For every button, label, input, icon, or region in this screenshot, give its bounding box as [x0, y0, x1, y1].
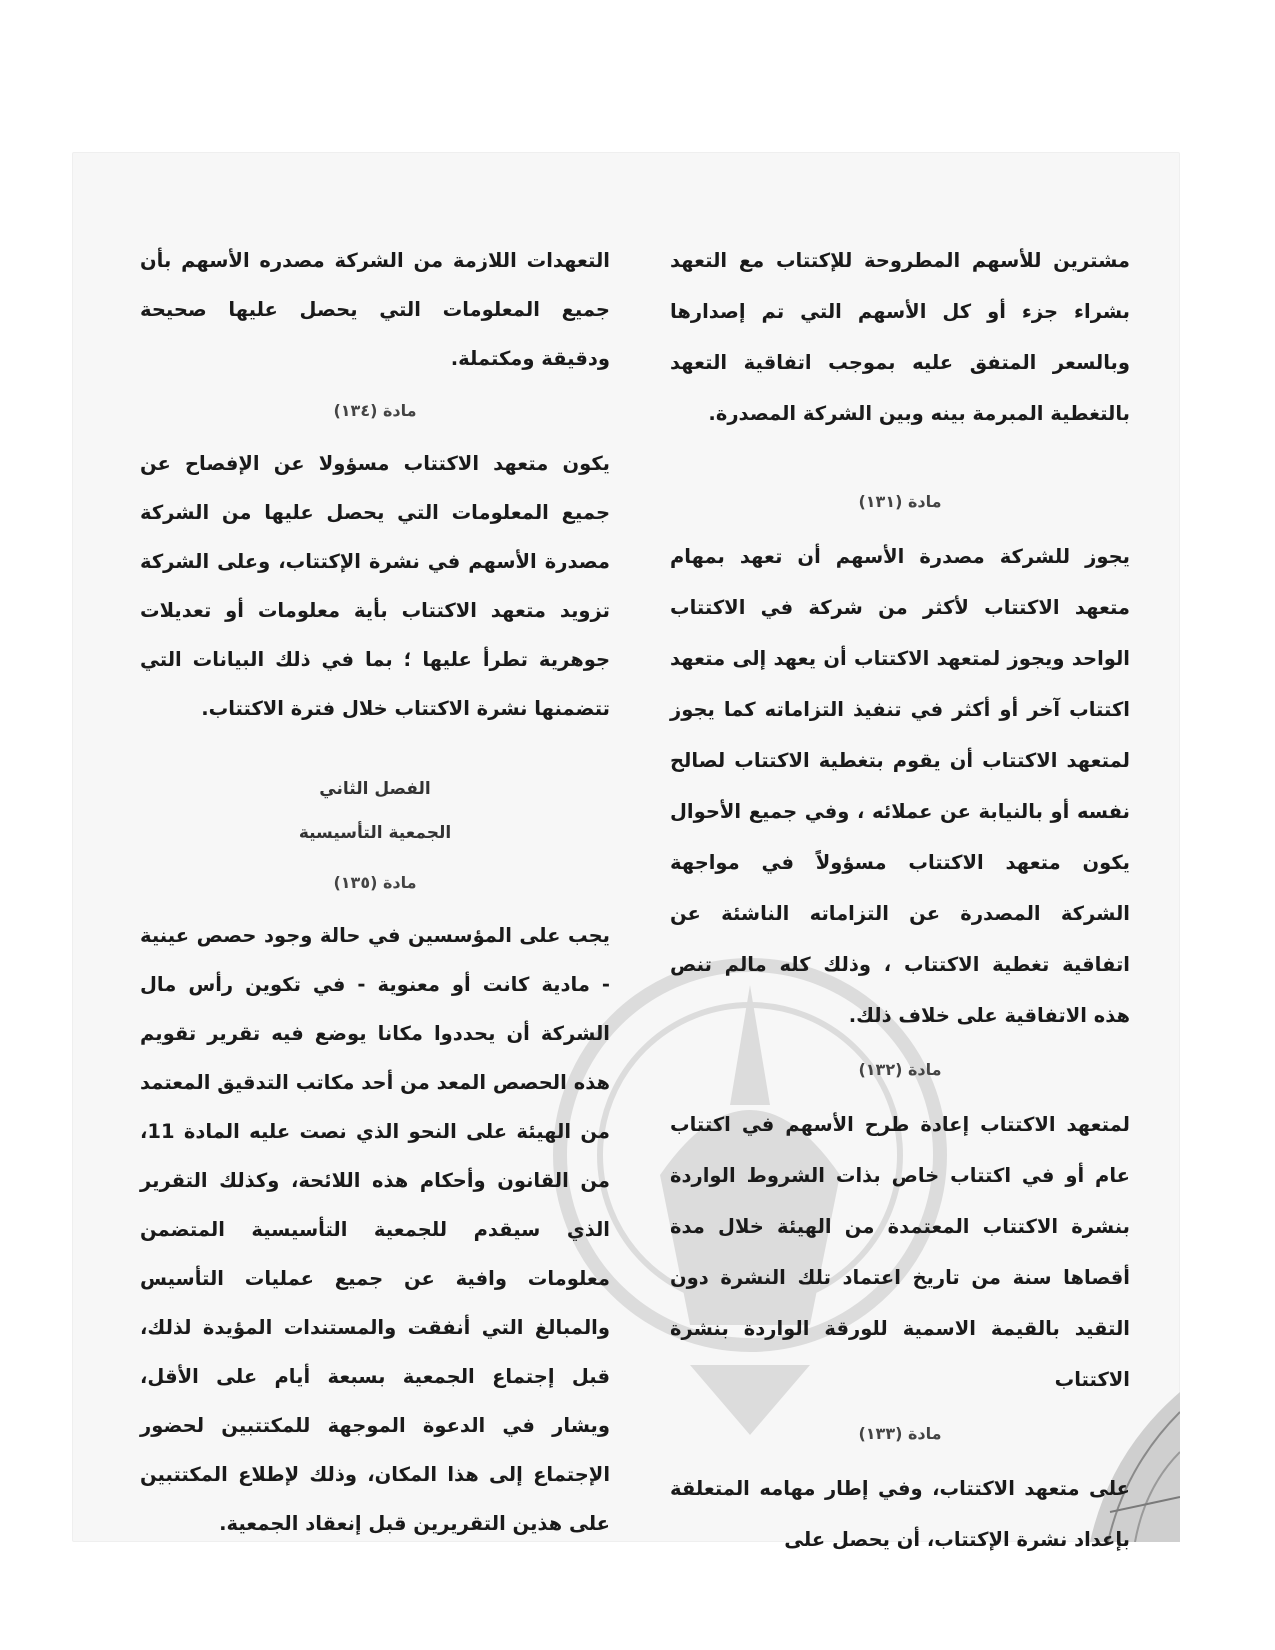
paragraph-continuation: التعهدات اللازمة من الشركة مصدره الأسهم بأن جميع المعلومات التي يحصل عليها صحيحة ودقيقة ومكتملة.	[140, 249, 610, 370]
article-133-heading: مادة (١٣٣)	[858, 1424, 942, 1443]
article-131-heading: مادة (١٣١)	[858, 492, 942, 511]
article-132-text: لمتعهد الاكتتاب إعادة طرح الأسهم في اكتتاب عام أو في اكتتاب خاص بذات الشروط الواردة بنشرة الاكتتاب المعتمدة من الهيئة خلال مدة أقصاها سنة من تاريخ اعتماد تلك النشرة دون التقيد بالقيمة الاسمية للورقة الواردة بنشرة الاكتتاب	[670, 1113, 1130, 1391]
article-135-text: يجب على المؤسسين في حالة وجود حصص عينية - مادية كانت أو معنوية - في تكوين رأس مال الشركة أن يحددوا مكانا يوضع فيه تقرير تقويم هذه الحصص المعد من أحد مكاتب التدقيق المعتمد من الهيئة على النحو الذي نصت عليه المادة 11، من القانون وأحكام هذه اللائحة، وكذلك التقرير الذي سيقدم للجمعية التأسيسية المتضمن معلومات وافية عن جميع عمليات التأسيس والمبالغ التي أنفقت والمستندات المؤيدة لذلك، قبل إجتماع الجمعية بسبعة أيام على الأقل، ويشار في الدعوة الموجهة للمكتتبين لحضور الإجتماع إلى هذا المكان، وذلك لإطلاع المكتتبين على هذين التقريرين قبل إنعقاد الجمعية.	[140, 924, 610, 1535]
article-132-heading: مادة (١٣٢)	[858, 1060, 942, 1079]
article-134-text: يكون متعهد الاكتتاب مسؤولا عن الإفصاح عن جميع المعلومات التي يحصل عليها من الشركة مصدرة الأسهم في نشرة الإكتتاب، وعلى الشركة تزويد متعهد الاكتتاب بأية معلومات أو تعديلات جوهرية تطرأ عليها ؛ بما في ذلك البيانات التي تتضمنها نشرة الاكتتاب خلال فترة الاكتتاب.	[140, 452, 610, 720]
chapter-subtitle: الجمعية التأسيسية	[298, 823, 452, 843]
left-column	[140, 236, 610, 1548]
article-131-text: يجوز للشركة مصدرة الأسهم أن تعهد بمهام متعهد الاكتتاب لأكثر من شركة في الاكتتاب الواحد ويجوز لمتعهد الاكتتاب أن يعهد إلى متعهد اكتتاب آخر أو أكثر في تنفيذ التزاماته كما يجوز لمتعهد الاكتتاب أن يقوم بتغطية الاكتتاب لصالح نفسه أو بالنيابة عن عملائه ، وفي جميع الأحوال يكون متعهد الاكتتاب مسؤولاً في مواجهة الشركة المصدرة عن التزاماته الناشئة عن اتفاقية تغطية الاكتتاب ، وذلك كله مالم تنص هذه الاتفاقية على خلاف ذلك.	[670, 545, 1130, 1027]
right-column	[670, 235, 1130, 1565]
article-134-heading: مادة (١٣٤)	[333, 401, 417, 420]
chapter-title: الفصل الثاني	[319, 779, 431, 799]
article-135-heading: مادة (١٣٥)	[333, 873, 417, 892]
paragraph-continuation: مشترين للأسهم المطروحة للإكتتاب مع التعهد بشراء جزء أو كل الأسهم التي تم إصدارها وبالسعر المتفق عليه بموجب اتفاقية التعهد بالتغطية المبرمة بينه وبين الشركة المصدرة.	[670, 249, 1130, 425]
article-133-text: على متعهد الاكتتاب، وفي إطار مهامه المتعلقة بإعداد نشرة الإكتتاب، أن يحصل على	[670, 1477, 1130, 1551]
